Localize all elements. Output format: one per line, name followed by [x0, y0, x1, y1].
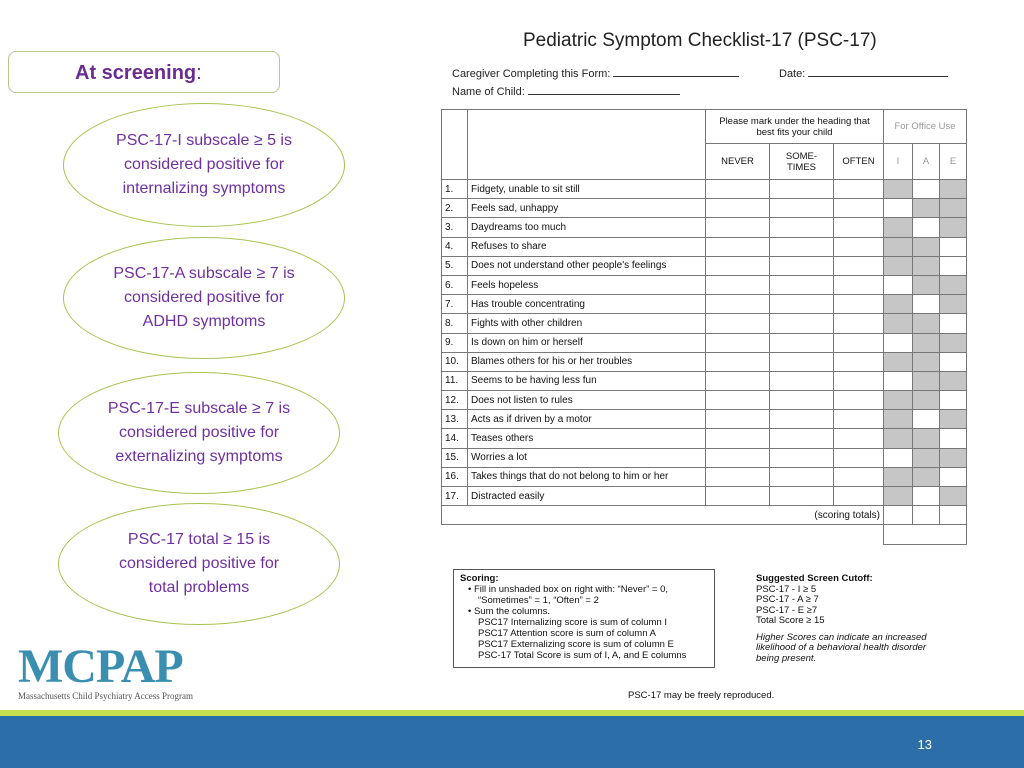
office-i: [884, 429, 913, 448]
item-text: Does not listen to rules: [468, 391, 706, 410]
scoring-box: [453, 569, 715, 668]
cutoff-box: [756, 574, 946, 664]
office-a: [913, 352, 940, 371]
ellipse-text: PSC-17-E subscale ≥ 7 is considered positive for externalizing symptoms: [107, 400, 291, 465]
office-e: [940, 410, 967, 429]
office-e: [940, 275, 967, 294]
ellipse-externalizing: [58, 372, 340, 494]
item-number: 3.: [442, 218, 468, 237]
item-text: Daydreams too much: [468, 218, 706, 237]
screening-heading: At screening:: [75, 62, 202, 84]
cutoff-heading: Suggested Screen Cutoff:: [756, 573, 873, 584]
office-i[interactable]: [884, 448, 913, 467]
cutoff-line: PSC-17 - E ≥7: [756, 604, 818, 616]
table-row: [442, 487, 967, 506]
office-i: [884, 180, 913, 199]
item-number: 4.: [442, 237, 468, 256]
office-e: [940, 333, 967, 352]
instruction-header: Please mark under the heading that best fits your child: [706, 110, 884, 144]
response-sometimes[interactable]: [770, 467, 834, 486]
child-name-field: Name of Child:: [452, 84, 680, 98]
total-e[interactable]: [940, 506, 967, 525]
item-text: Seems to be having less fun: [468, 371, 706, 390]
cutoff-line: Total Score ≥ 15: [756, 615, 825, 626]
cutoff-note: Higher Scores can indicate an increased likelihood of a behavioral health disorder being present.: [756, 631, 927, 664]
item-number: 15.: [442, 448, 468, 467]
office-i: [884, 352, 913, 371]
total-i[interactable]: [884, 506, 913, 525]
response-often[interactable]: [834, 314, 884, 333]
response-never[interactable]: [706, 295, 770, 314]
logo-text: MCPAP: [18, 640, 183, 693]
table-row: [442, 180, 967, 199]
response-sometimes[interactable]: [770, 391, 834, 410]
response-often[interactable]: [834, 371, 884, 390]
response-sometimes[interactable]: [770, 448, 834, 467]
office-i[interactable]: [884, 275, 913, 294]
office-e[interactable]: [940, 314, 967, 333]
screening-heading-box: [8, 51, 280, 93]
response-never[interactable]: [706, 333, 770, 352]
response-never[interactable]: [706, 467, 770, 486]
response-often[interactable]: [834, 256, 884, 275]
response-never[interactable]: [706, 314, 770, 333]
response-sometimes[interactable]: [770, 333, 834, 352]
response-sometimes[interactable]: [770, 199, 834, 218]
caregiver-field: Caregiver Completing this Form:: [452, 66, 739, 80]
item-number: 5.: [442, 256, 468, 275]
table-row: [442, 467, 967, 486]
response-often[interactable]: [834, 410, 884, 429]
psc17-table: [441, 109, 967, 545]
response-never[interactable]: [706, 256, 770, 275]
response-often[interactable]: [834, 295, 884, 314]
office-a: [913, 467, 940, 486]
response-sometimes[interactable]: [770, 487, 834, 506]
response-never[interactable]: [706, 410, 770, 429]
office-e: [940, 295, 967, 314]
item-number: 9.: [442, 333, 468, 352]
office-i: [884, 391, 913, 410]
scoring-line: PSC17 Internalizing score is sum of column I: [478, 617, 668, 628]
response-sometimes[interactable]: [770, 295, 834, 314]
office-i[interactable]: [884, 371, 913, 390]
item-text: Distracted easily: [468, 487, 706, 506]
office-i: [884, 295, 913, 314]
table-row: [442, 371, 967, 390]
item-number: 11.: [442, 371, 468, 390]
item-text: Acts as if driven by a motor: [468, 410, 706, 429]
table-row: [442, 314, 967, 333]
office-a: [913, 275, 940, 294]
table-row: [442, 333, 967, 352]
table-row: [442, 352, 967, 371]
item-number: 17.: [442, 487, 468, 506]
response-never[interactable]: [706, 391, 770, 410]
page-number: 13: [917, 737, 932, 752]
response-never[interactable]: [706, 199, 770, 218]
office-i: [884, 487, 913, 506]
scoring-totals: (scoring totals): [442, 506, 884, 525]
reproduce-note: PSC-17 may be freely reproduced.: [628, 690, 775, 701]
col-often: OFTEN: [834, 144, 884, 180]
office-i[interactable]: [884, 333, 913, 352]
office-a: [913, 314, 940, 333]
total-score[interactable]: [884, 525, 967, 544]
scoring-line: PSC-17 Total Score is sum of I, A, and E columns: [478, 650, 687, 661]
response-sometimes[interactable]: [770, 429, 834, 448]
item-text: Fidgety, unable to sit still: [468, 180, 706, 199]
table-row: [442, 256, 967, 275]
office-a: [913, 256, 940, 275]
item-number: 16.: [442, 467, 468, 486]
cutoff-line: PSC-17 - A ≥ 7: [756, 594, 819, 605]
office-e: [940, 371, 967, 390]
response-sometimes[interactable]: [770, 256, 834, 275]
response-often[interactable]: [834, 352, 884, 371]
response-sometimes[interactable]: [770, 237, 834, 256]
ellipse-text: PSC-17-I subscale ≥ 5 is considered positive for internalizing symptoms: [116, 132, 292, 197]
response-sometimes[interactable]: [770, 275, 834, 294]
office-e[interactable]: [940, 429, 967, 448]
response-never[interactable]: [706, 352, 770, 371]
response-often[interactable]: [834, 199, 884, 218]
office-i[interactable]: [884, 199, 913, 218]
office-a: [913, 391, 940, 410]
item-number: 7.: [442, 295, 468, 314]
ellipse-text: PSC-17 total ≥ 15 is considered positive for total problems: [118, 531, 280, 596]
item-number: 10.: [442, 352, 468, 371]
item-text: Feels sad, unhappy: [468, 199, 706, 218]
response-sometimes[interactable]: [770, 314, 834, 333]
item-text: Worries a lot: [468, 448, 706, 467]
office-i: [884, 410, 913, 429]
item-text: Feels hopeless: [468, 275, 706, 294]
response-never[interactable]: [706, 237, 770, 256]
item-text: Fights with other children: [468, 314, 706, 333]
office-i: [884, 237, 913, 256]
table-row: [442, 410, 967, 429]
item-text: Is down on him or herself: [468, 333, 706, 352]
footer-bar: [0, 716, 1024, 768]
office-e[interactable]: [940, 467, 967, 486]
office-a: [913, 199, 940, 218]
office-e: [940, 448, 967, 467]
response-sometimes[interactable]: [770, 410, 834, 429]
table-row: [442, 199, 967, 218]
office-e: [940, 218, 967, 237]
office-a: [913, 429, 940, 448]
logo-subtitle: Massachusetts Child Psychiatry Access Program: [18, 691, 193, 701]
item-text: Refuses to share: [468, 237, 706, 256]
response-sometimes[interactable]: [770, 218, 834, 237]
table-row: [442, 429, 967, 448]
response-sometimes[interactable]: [770, 180, 834, 199]
item-text: Blames others for his or her troubles: [468, 352, 706, 371]
response-never[interactable]: [706, 371, 770, 390]
item-number: 1.: [442, 180, 468, 199]
office-i: [884, 314, 913, 333]
office-a[interactable]: [913, 218, 940, 237]
table-row: [442, 237, 967, 256]
office-e: [940, 487, 967, 506]
cutoff-line: PSC-17 - I ≥ 5: [756, 583, 817, 595]
table-row: [442, 218, 967, 237]
response-often[interactable]: [834, 429, 884, 448]
item-text: Teases others: [468, 429, 706, 448]
office-e[interactable]: [940, 237, 967, 256]
response-never[interactable]: [706, 218, 770, 237]
scoring-heading: Scoring:: [460, 573, 499, 584]
response-never[interactable]: [706, 448, 770, 467]
office-a[interactable]: [913, 487, 940, 506]
response-often[interactable]: [834, 448, 884, 467]
col-i: I: [884, 144, 913, 180]
item-text: Does not understand other people's feelings: [468, 256, 706, 275]
office-e[interactable]: [940, 391, 967, 410]
form-title: Pediatric Symptom Checklist-17 (PSC-17): [523, 30, 877, 51]
response-never[interactable]: [706, 487, 770, 506]
office-i: [884, 218, 913, 237]
scoring-line: PSC17 Attention score is sum of column A: [478, 628, 656, 639]
response-often[interactable]: [834, 237, 884, 256]
response-often[interactable]: [834, 333, 884, 352]
office-i: [884, 467, 913, 486]
item-number: 12.: [442, 391, 468, 410]
office-use-header: For Office Use: [884, 110, 967, 144]
office-a[interactable]: [913, 410, 940, 429]
office-a: [913, 448, 940, 467]
office-a: [913, 237, 940, 256]
office-e[interactable]: [940, 256, 967, 275]
col-a: A: [913, 144, 940, 180]
response-never[interactable]: [706, 180, 770, 199]
scoring-bullet-1: • Fill in unshaded box on right with: “Never” = 0, “Sometimes” = 1, “Often” = 2: [468, 584, 669, 606]
item-number: 2.: [442, 199, 468, 218]
item-text: Takes things that do not belong to him or her: [468, 467, 706, 486]
scoring-bullet-2: • Sum the columns.: [468, 606, 551, 617]
item-number: 13.: [442, 410, 468, 429]
office-e: [940, 199, 967, 218]
total-a[interactable]: [913, 506, 940, 525]
item-number: 14.: [442, 429, 468, 448]
response-sometimes[interactable]: [770, 352, 834, 371]
col-sometimes: SOME-TIMES: [770, 144, 834, 180]
response-often[interactable]: [834, 180, 884, 199]
response-often[interactable]: [834, 275, 884, 294]
scoring-line: PSC17 Externalizing score is sum of column E: [478, 639, 674, 650]
ellipse-adhd: [63, 237, 345, 359]
table-row: [442, 295, 967, 314]
response-often[interactable]: [834, 218, 884, 237]
office-a[interactable]: [913, 295, 940, 314]
response-often[interactable]: [834, 467, 884, 486]
ellipse-total: [58, 503, 340, 625]
ellipse-text: PSC-17-A subscale ≥ 7 is considered positive for ADHD symptoms: [113, 265, 295, 330]
response-sometimes[interactable]: [770, 371, 834, 390]
date-field: Date:: [779, 66, 948, 80]
response-never[interactable]: [706, 275, 770, 294]
ellipse-internalizing: [63, 103, 345, 227]
mcpap-logo: [18, 640, 193, 701]
col-e: E: [940, 144, 967, 180]
office-a: [913, 333, 940, 352]
response-never[interactable]: [706, 429, 770, 448]
table-row: [442, 275, 967, 294]
item-text: Has trouble concentrating: [468, 295, 706, 314]
table-row: [442, 448, 967, 467]
office-e: [940, 180, 967, 199]
response-often[interactable]: [834, 391, 884, 410]
office-i: [884, 256, 913, 275]
office-a: [913, 371, 940, 390]
table-row: [442, 391, 967, 410]
item-number: 8.: [442, 314, 468, 333]
col-never: NEVER: [706, 144, 770, 180]
office-a[interactable]: [913, 180, 940, 199]
item-number: 6.: [442, 275, 468, 294]
office-e[interactable]: [940, 352, 967, 371]
response-often[interactable]: [834, 487, 884, 506]
